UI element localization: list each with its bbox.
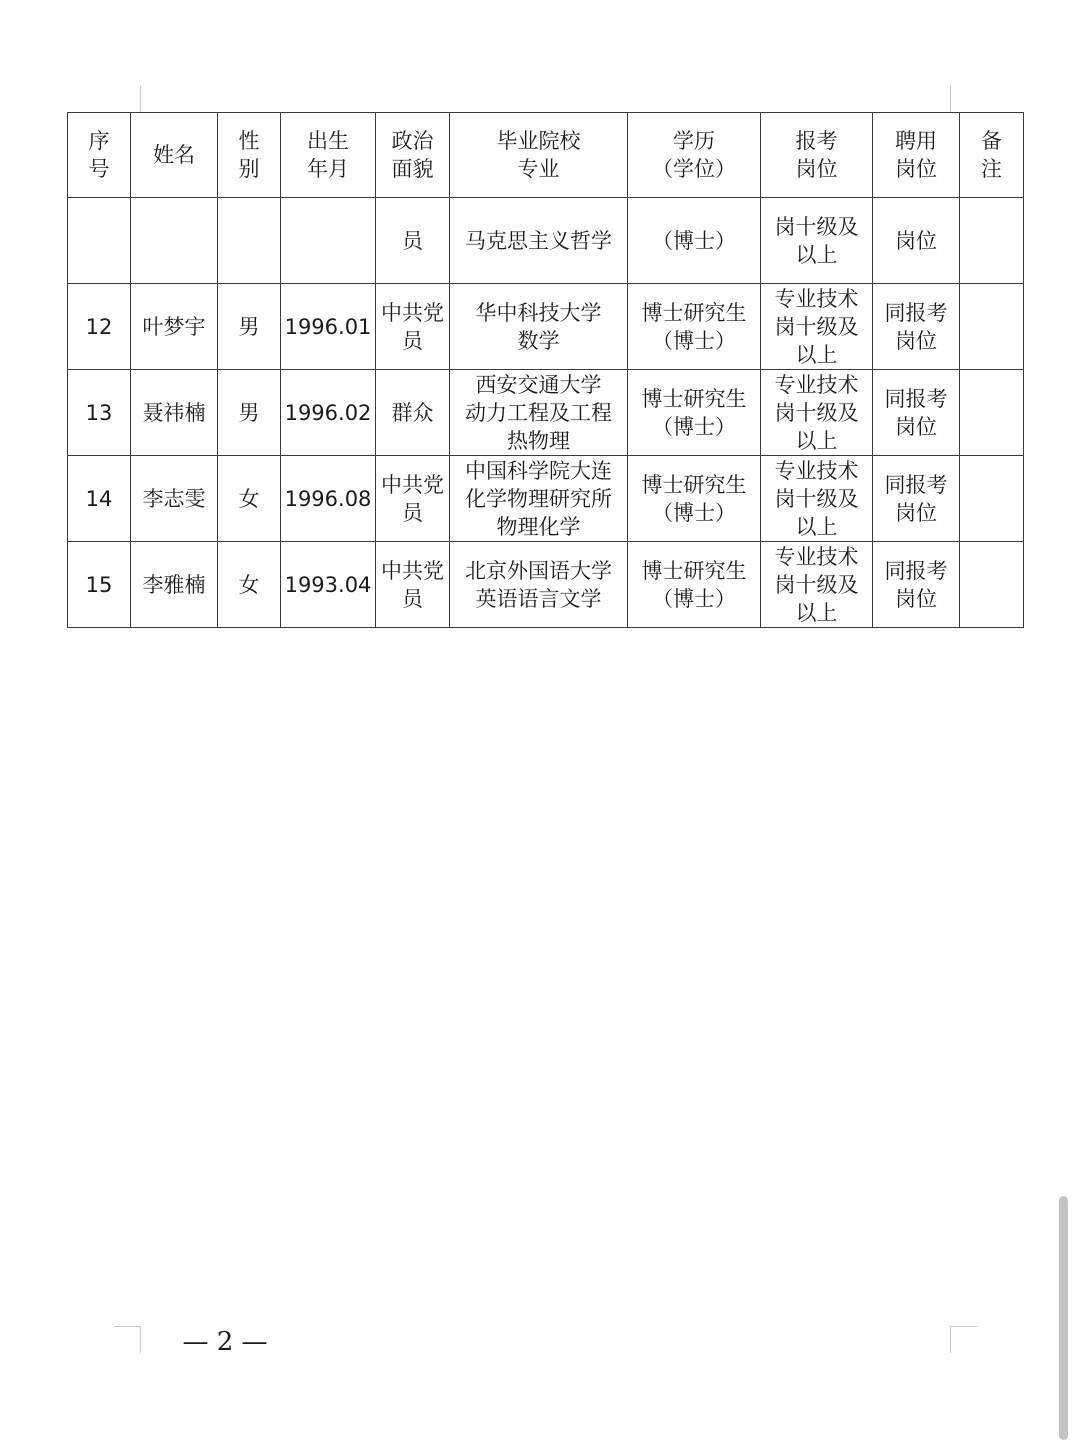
table-cell: 岗位 (873, 198, 960, 284)
header-cell-education: 学历 （学位） (628, 113, 761, 198)
table-cell: 聂祎楠 (131, 370, 218, 456)
page-number: — 2 — (182, 1327, 268, 1357)
table-cell: 李志雯 (131, 456, 218, 542)
table-cell (960, 542, 1024, 628)
table-cell: 博士研究生 （博士） (628, 542, 761, 628)
table-cell: 华中科技大学 数学 (450, 284, 628, 370)
table-cell: 1996.02 (281, 370, 376, 456)
header-cell-hired-position: 聘用 岗位 (873, 113, 960, 198)
table-row (68, 370, 1024, 456)
table-cell: 专业技术 岗十级及 以上 (761, 284, 873, 370)
table-cell (68, 198, 131, 284)
table-cell: 女 (218, 456, 281, 542)
header-cell-birth: 出生 年月 (281, 113, 376, 198)
table-cell: 李雅楠 (131, 542, 218, 628)
table-cell: （博士） (628, 198, 761, 284)
table-cell: 北京外国语大学 英语语言文学 (450, 542, 628, 628)
table-cell: 1996.01 (281, 284, 376, 370)
table-cell (218, 198, 281, 284)
crop-mark-bottom-left (114, 1326, 141, 1353)
table-cell (960, 456, 1024, 542)
table-cell: 男 (218, 284, 281, 370)
table-cell: 中共党 员 (376, 284, 450, 370)
table-cell: 1993.04 (281, 542, 376, 628)
table-cell: 同报考 岗位 (873, 542, 960, 628)
table-cell: 男 (218, 370, 281, 456)
crop-mark-top-left (114, 86, 141, 113)
table-cell: 1996.08 (281, 456, 376, 542)
table-cell: 同报考 岗位 (873, 456, 960, 542)
table-cell: 西安交通大学 动力工程及工程 热物理 (450, 370, 628, 456)
header-cell-school-major: 毕业院校 专业 (450, 113, 628, 198)
table-cell: 中国科学院大连 化学物理研究所 物理化学 (450, 456, 628, 542)
table-cell: 14 (68, 456, 131, 542)
table-header-row (68, 113, 1024, 198)
candidate-table (67, 112, 1024, 628)
table-cell: 博士研究生 （博士） (628, 456, 761, 542)
table-cell: 专业技术 岗十级及 以上 (761, 542, 873, 628)
table-cell: 员 (376, 198, 450, 284)
table-cell: 马克思主义哲学 (450, 198, 628, 284)
table-cell: 13 (68, 370, 131, 456)
table-cell: 中共党 员 (376, 456, 450, 542)
header-cell-political-status: 政治 面貌 (376, 113, 450, 198)
table-cell (960, 284, 1024, 370)
header-cell-applied-position: 报考 岗位 (761, 113, 873, 198)
table-cell (131, 198, 218, 284)
table-cell: 专业技术 岗十级及 以上 (761, 456, 873, 542)
header-cell-index: 序 号 (68, 113, 131, 198)
table-row (68, 456, 1024, 542)
table-cell: 同报考 岗位 (873, 370, 960, 456)
table-cell: 叶梦宇 (131, 284, 218, 370)
crop-mark-bottom-right (950, 1326, 977, 1353)
vertical-scrollbar[interactable] (1059, 1196, 1068, 1440)
table-cell (960, 198, 1024, 284)
table-cell (960, 370, 1024, 456)
table-cell: 专业技术 岗十级及 以上 (761, 370, 873, 456)
header-cell-remarks: 备 注 (960, 113, 1024, 198)
header-cell-gender: 性 别 (218, 113, 281, 198)
table-cell: 岗十级及 以上 (761, 198, 873, 284)
table-cell: 群众 (376, 370, 450, 456)
table-row (68, 542, 1024, 628)
table-row (68, 198, 1024, 284)
table-cell: 15 (68, 542, 131, 628)
header-cell-name: 姓名 (131, 113, 218, 198)
table-cell (281, 198, 376, 284)
table-cell: 同报考 岗位 (873, 284, 960, 370)
table-cell: 博士研究生 （博士） (628, 284, 761, 370)
table-row (68, 284, 1024, 370)
table-cell: 女 (218, 542, 281, 628)
table-cell: 中共党 员 (376, 542, 450, 628)
table-cell: 12 (68, 284, 131, 370)
crop-mark-top-right (950, 86, 977, 113)
table-cell: 博士研究生 （博士） (628, 370, 761, 456)
